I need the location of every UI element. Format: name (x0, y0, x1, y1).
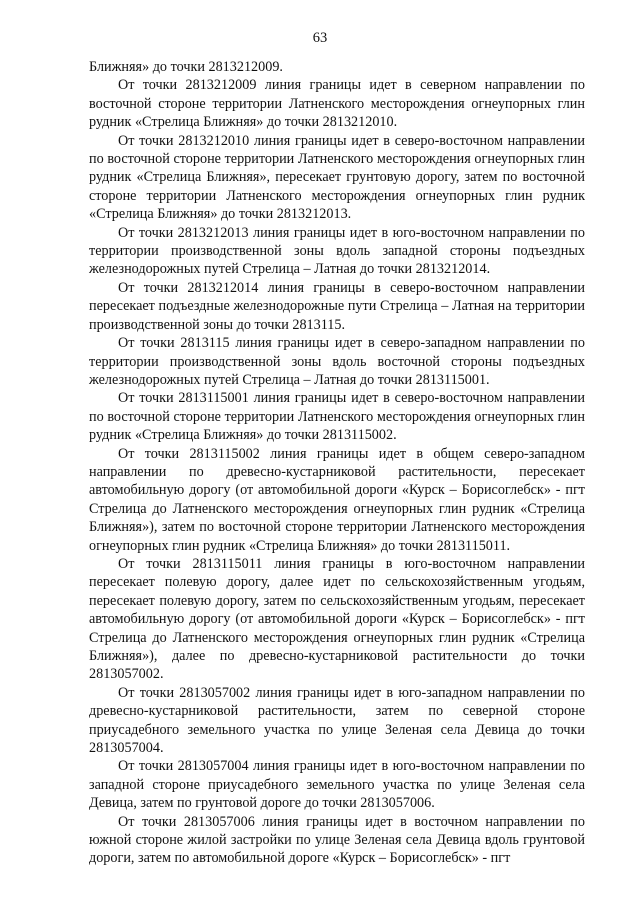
paragraph: От точки 2813057002 линия границы идет в юго-западном направлении по древесно-кустарниковой растительности, затем по северной стороне приусадебного земельного участка по улице Зеленая села Девица до точки 2813057004. (89, 684, 585, 757)
paragraph: От точки 2813115 линия границы идет в северо-западном направлении по территории производственной зоны вдоль восточной стороны подъездных железнодорожных путей Стрелица – Латная до точки 2813115001. (89, 335, 585, 388)
paragraph: От точки 2813115002 линия границы идет в общем северо-западном направлении по древесно-кустарниковой растительности, пересекает автомобильную дорогу (от автомобильной дороги «Курск – Борисоглебск» - пгт Стрелица до Латненского месторождения огнеупорных глин рудник «Стрелица Ближняя»), затем по восточной стороне территории Латненского месторождения огнеупорных глин рудник «Стрелица Ближняя» до точки 2813115011. (89, 445, 585, 554)
paragraph: От точки 2813212009 линия границы идет в северном направлении по восточной стороне территории Латненского месторождения огнеупорных глин рудник «Стрелица Ближняя» до точки 2813212010. (89, 77, 585, 131)
paragraph: От точки 2813115001 линия границы идет в северо-восточном направлении по восточной стороне территории Латненского месторождения огнеупорных глин рудник «Стрелица Ближняя» до точки 2813115002. (89, 390, 585, 444)
page-number: 63 (312, 30, 328, 46)
paragraph: От точки 2813212010 линия границы идет в северо-восточном направлении по восточной стороне территории Латненского месторождения огнеупорных глин рудник «Стрелица Ближняя», пересекает грунтовую дорогу, затем по восточной стороне территории Латненского месторождения огнеупорных глин рудник «Стрелица Ближняя» до точки 2813212013. (89, 132, 585, 223)
paragraph: От точки 2813212013 линия границы идет в юго-восточном направлении по территории производственной зоны вдоль западной стороны подъездных железнодорожных путей Стрелица – Латная до точки 2813212014. (89, 224, 585, 278)
paragraph: Ближняя» до точки 2813212009. (89, 59, 283, 75)
paragraph: От точки 2813212014 линия границы в северо-восточном направлении пересекает подъездные железнодорожные пути Стрелица – Латная на территории производственной зоны до точки 2813115. (89, 279, 585, 333)
paragraph: От точки 2813057004 линия границы идет в юго-восточном направлении по западной стороне приусадебного земельного участка по улице Зеленая села Девица, затем по грунтовой дороге до точки 2813057006. (89, 758, 585, 812)
paragraph: От точки 2813057006 линия границы идет в восточном направлении по южной стороне жилой застройки по улице Зеленая села Девица вдоль грунтовой дороги, затем по автомобильной дороге «Курск – Борисоглебск» - пгт (89, 813, 585, 867)
paragraph: От точки 2813115011 линия границы в юго-восточном направлении пересекает полевую дорогу, далее идет по сельскохозяйственным угодьям, пересекает полевую дорогу, затем по сельскохозяйственным угодьям, пересекает автомобильную дорогу (от автомобильной дороги «Курск – Борисоглебск» - пгт Стрелица до Латненского месторождения огнеупорных глин рудник «Стрелица Ближняя»), далее по древесно-кустарниковой растительности до точки 2813057002. (89, 555, 585, 683)
document-body (89, 58, 585, 868)
